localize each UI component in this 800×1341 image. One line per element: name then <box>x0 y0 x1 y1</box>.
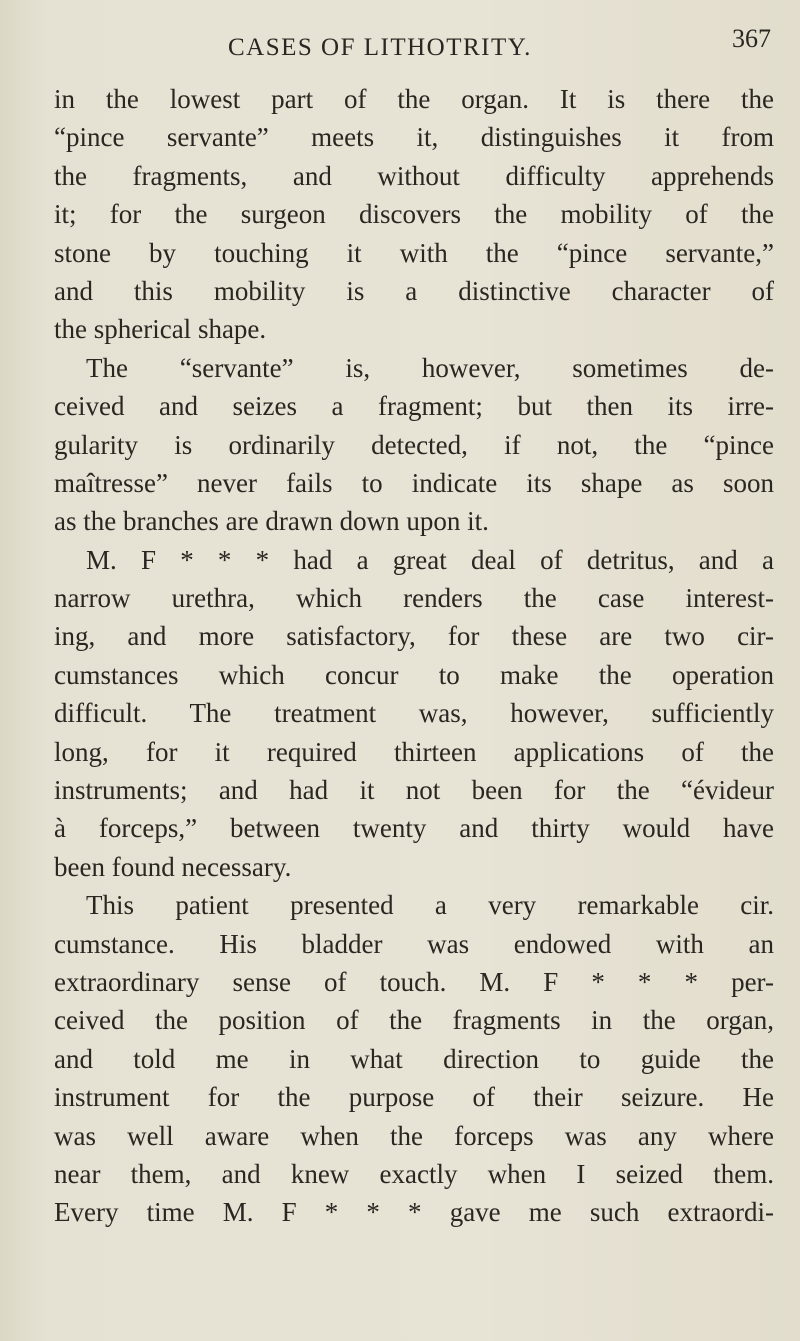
text-line: was well aware when the forceps was any where <box>54 1120 774 1151</box>
text-line: and told me in what direction to guide the <box>54 1043 774 1074</box>
text-line: The “servante” is, however, sometimes de- <box>86 352 774 383</box>
text-line: Every time M. F * * * gave me such extraordi- <box>54 1197 774 1228</box>
text-line: maîtresse” never fails to indicate its shape as soon <box>54 467 774 498</box>
text-line: cumstance. His bladder was endowed with an <box>54 928 774 959</box>
text-line: in the lowest part of the organ. It is there the <box>54 84 774 114</box>
text-line: ceived and seizes a fragment; but then its irre- <box>54 391 774 422</box>
text-line: been found necessary. <box>54 851 292 882</box>
text-line: instruments; and had it not been for the “évideur <box>54 775 774 806</box>
text-line: instrument for the purpose of their seizure. He <box>54 1082 774 1113</box>
body-text <box>54 80 774 1232</box>
text-line: ceived the position of the fragments in the organ, <box>54 1005 774 1036</box>
page-number: 367 <box>732 24 771 53</box>
text-line: long, for it required thirteen applications of the <box>54 736 774 767</box>
text-line: extraordinary sense of touch. M. F * * * per- <box>54 966 774 997</box>
text-line: “pince servante” meets it, distinguishes it from <box>54 122 774 153</box>
text-line: difficult. The treatment was, however, sufficiently <box>54 698 774 729</box>
text-line: as the branches are drawn down upon it. <box>54 506 489 537</box>
text-line: and this mobility is a distinctive character of <box>54 275 774 306</box>
text-line: M. F * * * had a great deal of detritus, and a <box>86 544 774 575</box>
text-line: ing, and more satisfactory, for these are two cir- <box>54 621 774 652</box>
text-line: stone by touching it with the “pince servante,” <box>54 237 774 268</box>
text-line: à forceps,” between twenty and thirty would have <box>54 813 774 844</box>
page-header <box>0 24 800 74</box>
text-line: the fragments, and without difficulty apprehends <box>54 160 774 191</box>
text-line: the spherical shape. <box>54 314 267 345</box>
text-line: narrow urethra, which renders the case interest- <box>54 583 774 614</box>
running-head: CASES OF LITHOTRITY. <box>228 34 532 61</box>
text-line: it; for the surgeon discovers the mobility of the <box>54 199 774 230</box>
text-line: near them, and knew exactly when I seized them. <box>54 1158 774 1189</box>
text-line: gularity is ordinarily detected, if not, the “pince <box>54 429 774 460</box>
text-line: This patient presented a very remarkable cir. <box>86 890 774 921</box>
text-line: cumstances which concur to make the operation <box>54 659 774 690</box>
